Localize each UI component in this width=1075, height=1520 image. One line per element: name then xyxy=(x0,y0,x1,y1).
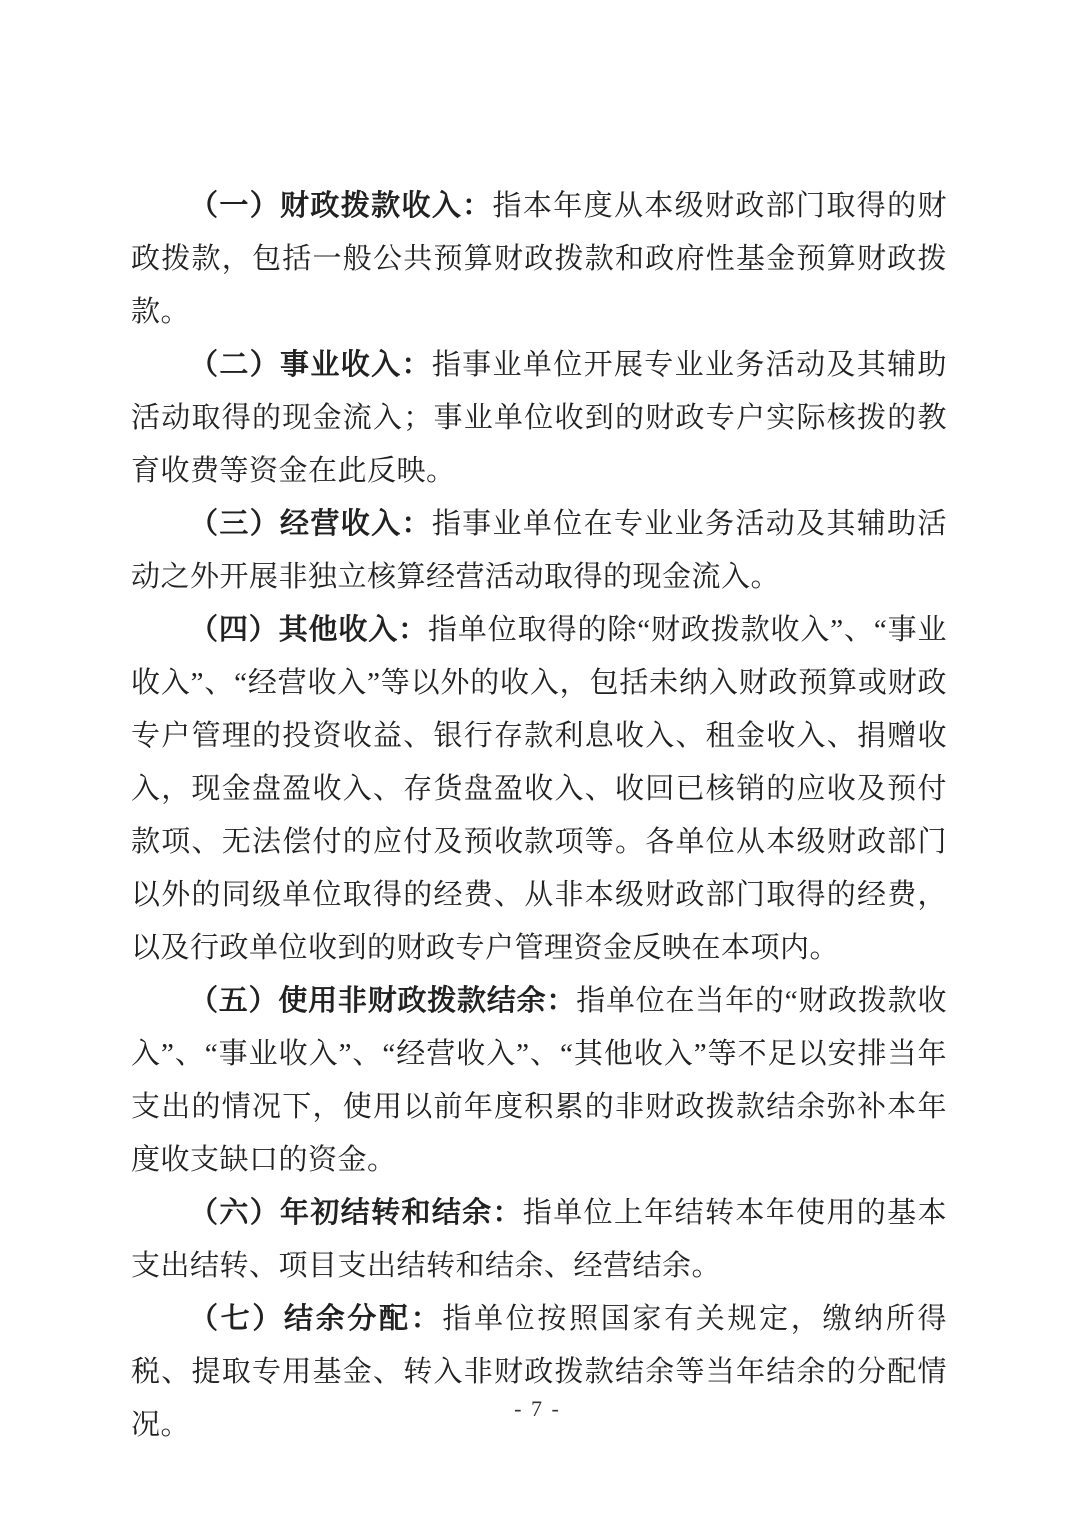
paragraph-heading: （七）结余分配： xyxy=(189,1303,443,1335)
paragraph-body: 指事业单位在专业业务活动及其辅助活动之外开展非独立核算经营活动取得的现金流入。 xyxy=(131,508,947,593)
paragraph xyxy=(131,1187,947,1293)
paragraph-heading: （二）事业收入： xyxy=(189,349,432,381)
paragraph-heading: （三）经营收入： xyxy=(189,508,432,540)
paragraph-body: 指事业单位开展专业业务活动及其辅助活动取得的现金流入；事业单位收到的财政专户实际核拨的教育收费等资金在此反映。 xyxy=(131,349,947,487)
paragraph-heading: （五）使用非财政拨款结余： xyxy=(189,985,577,1017)
paragraph xyxy=(131,498,947,604)
paragraph-body: 指单位按照国家有关规定，缴纳所得税、提取专用基金、转入非财政拨款结余等当年结余的分配情况。 xyxy=(131,1303,947,1441)
paragraph xyxy=(131,339,947,498)
paragraph xyxy=(131,975,947,1187)
paragraph xyxy=(131,180,947,339)
page-number: - 7 - xyxy=(514,1396,561,1421)
paragraph-heading: （一）财政拨款收入： xyxy=(189,190,493,222)
paragraph-heading: （四）其他收入： xyxy=(189,614,429,646)
paragraph-body: 指本年度从本级财政部门取得的财政拨款，包括一般公共预算财政拨款和政府性基金预算财政拨款。 xyxy=(131,190,947,328)
paragraph-body: 指单位取得的除“财政拨款收入”、“事业收入”、“经营收入”等以外的收入，包括未纳入财政预算或财政专户管理的投资收益、银行存款利息收入、租金收入、捐赠收入，现金盘盈收入、存货盘盈收入、收回已核销的应收及预付款项、无法偿付的应付及预收款项等。各单位从本级财政部门以外的同级单位取得的经费、从非本级财政部门取得的经费，以及行政单位收到的财政专户管理资金反映在本项内。 xyxy=(131,614,947,964)
paragraph-body: 指单位在当年的“财政拨款收入”、“事业收入”、“经营收入”、“其他收入”等不足以安排当年支出的情况下，使用以前年度积累的非财政拨款结余弥补本年度收支缺口的资金。 xyxy=(131,985,947,1176)
document-body xyxy=(131,180,947,1452)
paragraph xyxy=(131,1293,947,1452)
paragraph-heading: （六）年初结转和结余： xyxy=(189,1197,523,1229)
paragraph-body: 指单位上年结转本年使用的基本支出结转、项目支出结转和结余、经营结余。 xyxy=(131,1197,947,1282)
paragraph xyxy=(131,604,947,975)
